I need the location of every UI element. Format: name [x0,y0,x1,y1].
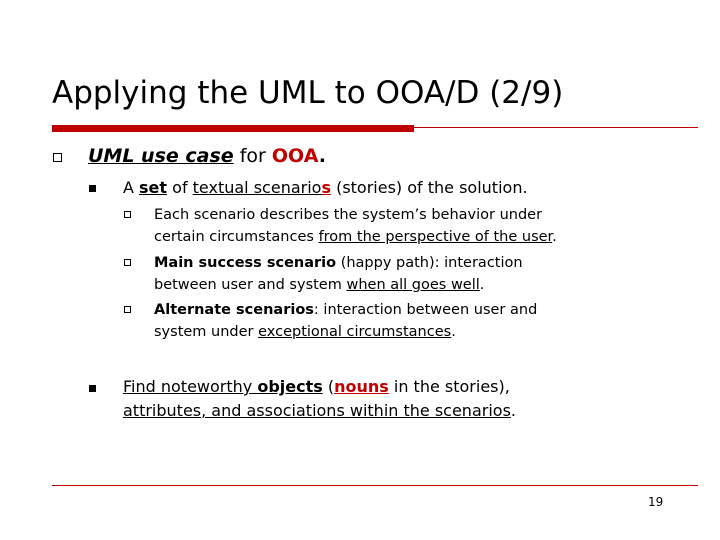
sub-bullet-2-line2 [123,400,516,422]
level2-bullet-icon [89,385,96,392]
slide-title: Applying the UML to OOA/D (2/9) [52,75,564,111]
title-accent-bar [52,125,414,132]
item1-line2-text: certain circumstances [154,229,319,245]
ooa-text: OOA [271,145,319,167]
item2-line1-text: (happy path): interaction [336,255,523,271]
item3-period: . [451,324,456,340]
item2-all-goes-well: when all goes well [346,277,480,293]
item2-period: . [479,277,485,293]
sub-item-3-line1 [154,299,537,321]
sub2-find-noteworthy: Find noteworthy [123,377,258,396]
uml-use-case-text: UML use case [88,145,234,167]
main-text-connector: for [233,145,272,167]
level2-bullet-icon [89,185,96,192]
sub2-stories: in the stories), [388,377,510,396]
main-bullet-text [88,145,326,167]
level3-bullet-icon [124,306,131,313]
sub-bullet-1 [123,177,528,199]
footer-divider [52,485,698,486]
item1-period: . [552,229,557,245]
sub1-set: set [139,178,168,197]
level3-bullet-icon [124,211,131,218]
item1-user-perspective: from the perspective of the user [318,229,553,245]
sub2-period: . [510,401,516,420]
level3-bullet-icon [124,259,131,266]
sub-item-2-line2 [154,274,484,296]
item3-line2-text: system under [154,324,259,340]
sub-item-1-line1: Each scenario describes the system’s behavior under [154,207,543,223]
sub2-paren: ( [322,377,335,396]
sub-item-2-line1 [154,252,523,274]
sub1-textual-scenario: textual scenario [192,178,322,197]
item3-line1-text: : interaction between user and [313,302,538,318]
main-text-period: . [318,145,326,167]
sub2-attributes: attributes, and associations within the scenarios [123,401,511,420]
sub2-nouns: nouns [334,377,389,396]
sub2-objects: objects [257,377,323,396]
sub1-text-a: A [123,178,140,197]
page-number: 19 [648,495,664,509]
alternate-scenarios-label: Alternate scenarios [154,302,314,318]
sub-item-1-line2 [154,226,557,248]
sub-bullet-2-line1 [123,376,510,398]
level1-bullet-icon [53,153,62,162]
item2-line2-text: between user and system [154,277,347,293]
sub1-text-of: of [167,178,193,197]
main-success-scenario-label: Main success scenario [154,255,337,271]
sub1-plural-s: s [321,178,331,197]
sub-item-3-line2 [154,321,456,343]
sub1-text-rest: (stories) of the solution. [330,178,528,197]
item3-exceptional: exceptional circumstances [258,324,452,340]
